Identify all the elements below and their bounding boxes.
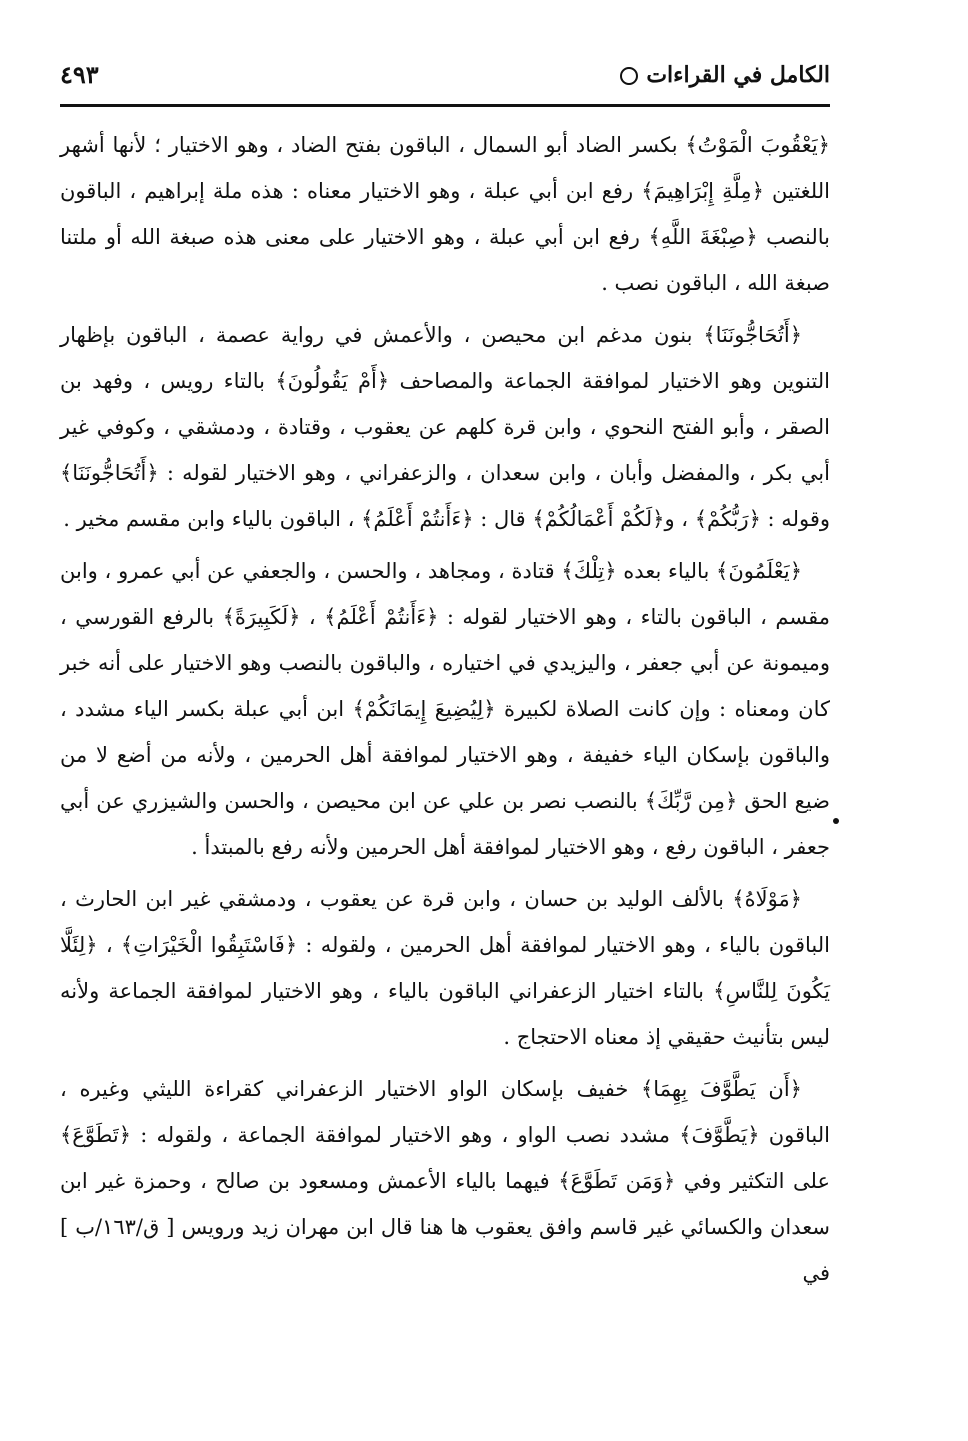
body-text	[60, 122, 830, 1302]
paragraph: ﴿يَعْقُوبَ الْمَوْتُ﴾ بكسر الضاد أبو السمال ، الباقون بفتح الضاد ، وهو الاختيار ؛ لأنها أشهر اللغتين ﴿مِلَّةِ إِبْرَاهِيمَ﴾ رفع ابن أبي عبلة ، وهو الاختيار معناه : هذه ملة إبراهيم ، الباقون بالنصب ﴿صِبْغَةَ اللَّهِ﴾ رفع ابن أبي عبلة ، وهو الاختيار على معنى هذه صبغة الله أو ملتنا صبغة الله ، الباقون نصب .	[60, 133, 830, 295]
margin-dot	[833, 818, 839, 824]
paragraph: ﴿يَعْلَمُونَ﴾ بالياء بعده ﴿تِلْكَ﴾ قتادة ، ومجاهد ، والحسن ، والجعفي عن أبي عمرو ، وابن مقسم ، الباقون بالتاء ، وهو الاختيار لقوله : ﴿ءَأَنتُمْ أَعْلَمُ﴾ ، ﴿لَكَبِيرَةً﴾ بالرفع القورسي ، وميمونة عن أبي جعفر ، واليزيدي في اختياره ، والباقون بالنصب وهو الاختيار على أنه خبر كان ومعناه : وإن كانت الصلاة لكبيرة ﴿لِيُضِيعَ إِيمَانَكُمْ﴾ ابن أبي عبلة بكسر الياء مشدد ، والباقون بإسكان الياء خفيفة ، وهو الاختيار لموافقة أهل الحرمين ، ولأنه من أضع لا من ضيع الحق ﴿مِن رَّبِّكَ﴾ بالنصب نصر بن علي عن ابن محيصن ، والحسن والشيزري عن أبي جعفر ، الباقون رفع ، وهو الاختيار لموافقة أهل الحرمين ولأنه رفع بالمبتدأ .	[60, 559, 830, 859]
page-header	[60, 58, 830, 98]
header-divider	[60, 104, 830, 107]
running-title	[620, 62, 830, 88]
paragraph: ﴿أَن يَطَّوَّفَ بِهِمَا﴾ خفيف بإسكان الواو الاختيار الزعفراني كقراءة الليثي وغيره ، الباقون ﴿يَطَّوَّفَ﴾ مشدد نصب الواو ، وهو الاختيار لموافقة الجماعة ، ولقوله : ﴿تَطَوَّعَ﴾ على التكثير وفي ﴿وَمَن تَطَوَّعَ﴾ فيهما بالياء الأعمش ومسعود بن صالح ، وحمزة غير ابن سعدان والكسائي غير قاسم وافق يعقوب ها هنا قال ابن مهران زيد ورويس [ ق/١٦٣/ب ] في	[60, 1077, 830, 1285]
paragraph: ﴿أَتُحَاجُّونَنَا﴾ بنون مدغم ابن محيصن ، والأعمش في رواية عصمة ، الباقون بإظهار التنوين وهو الاختيار لموافقة الجماعة والمصاحف ﴿أَمْ يَقُولُونَ﴾ بالتاء رويس ، وفهد بن الصقر ، وأبو الفتح النحوي ، وابن قرة كلهم عن يعقوب ، وقتادة ، ودمشقي ، وكوفي غير أبي بكر ، والمفضل وأبان ، وابن سعدان ، والزعفراني ، وهو الاختيار لقوله : ﴿أَتُحَاجُّونَنَا﴾ وقوله : ﴿رَبُّكُمْ﴾ ، و﴿لَكُمْ أَعْمَالُكُمْ﴾ قال : ﴿ءَأَنتُمْ أَعْلَمُ﴾ ، الباقون بالياء وابن مقسم مخير .	[60, 323, 830, 531]
circle-ornament-icon	[620, 67, 638, 85]
running-title-text: الكامل في القراءات	[646, 62, 830, 88]
page-number: ٤٩٣	[60, 60, 99, 89]
paragraph: ﴿مَوْلَاهُ﴾ بالألف الوليد بن حسان ، وابن قرة عن يعقوب ، ودمشقي غير ابن الحارث ، الباقون بالياء ، وهو الاختيار لموافقة أهل الحرمين ، ولقوله : ﴿فَاسْتَبِقُوا الْخَيْرَاتِ﴾ ، ﴿لِئَلَّا يَكُونَ لِلنَّاسِ﴾ بالتاء اختيار الزعفراني الباقون بالياء ، وهو الاختيار لموافقة الجماعة ولأنه ليس بتأنيث حقيقي إذ معناه الاحتجاج .	[60, 887, 830, 1049]
